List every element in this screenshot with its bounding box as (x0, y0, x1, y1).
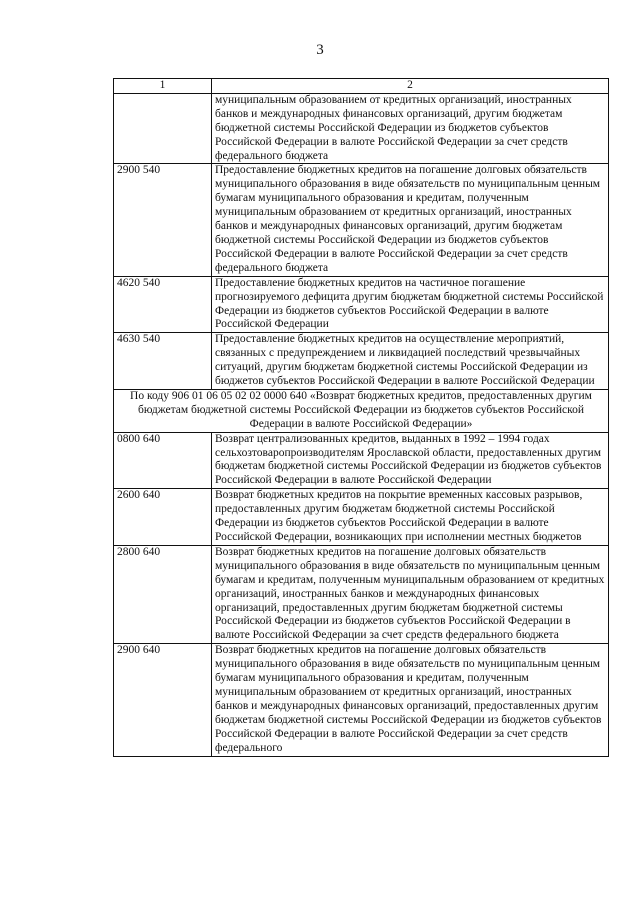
row-code: 4630 540 (114, 333, 212, 390)
table-row (114, 276, 609, 333)
section-header: По коду 906 01 06 05 02 02 0000 640 «Возврат бюджетных кредитов, предоставленных другим бюджетам бюджетной системы Российской Федерации из бюджетов субъектов Российской Федерации в валюте Российской Федерации» (114, 389, 609, 432)
row-code: 2600 640 (114, 489, 212, 546)
row-description: Возврат бюджетных кредитов на погашение долговых обязательств муниципального образования в виде обязательств по муниципальным ценным бумагам и кредитам, полученным муниципальным образованием от кредитных организаций, иностранных банков и международных финансовых организаций, предоставленных другим бюджетам бюджетной системы Российской Федерации из бюджетов субъектов Российской Федерации в валюте Российской Федерации за счет средств федерального бюджета (212, 545, 609, 643)
row-code: 2900 540 (114, 164, 212, 276)
column-header-1: 1 (114, 79, 212, 94)
column-header-2: 2 (212, 79, 609, 94)
row-code (114, 93, 212, 164)
row-code: 0800 640 (114, 432, 212, 489)
row-description: Предоставление бюджетных кредитов на частичное погашение прогнозируемого дефицита другим бюджетам бюджетной системы Российской Федерации из бюджетов субъектов Российской Федерации в валюте Российской Федерации (212, 276, 609, 333)
table-row (114, 644, 609, 756)
budget-codes-table (113, 78, 609, 757)
row-description: Предоставление бюджетных кредитов на погашение долговых обязательств муниципального образования в виде обязательств по муниципальным ценным бумагам муниципального образования и кредитам, полученным муниципальным образованием от кредитных организаций, иностранных банков и международных финансовых организаций, другим бюджетам бюджетной системы Российской Федерации из бюджетов субъектов Российской Федерации в валюте Российской Федерации за счет средств федерального бюджета (212, 164, 609, 276)
row-code: 2800 640 (114, 545, 212, 643)
row-code: 2900 640 (114, 644, 212, 756)
page-number: 3 (316, 42, 324, 58)
row-description: Возврат централизованных кредитов, выданных в 1992 – 1994 годах сельхозтоваропроизводителям Ярославской области, предоставленных другим бюджетам бюджетной системы Российской Федерации из бюджетов субъектов Российской Федерации в валюте Российской Федерации (212, 432, 609, 489)
table-row (114, 333, 609, 390)
row-description: Возврат бюджетных кредитов на покрытие временных кассовых разрывов, предоставленных другим бюджетам бюджетной системы Российской Федерации из бюджетов субъектов Российской Федерации в валюте Российской Федерации, возникающих при исполнении местных бюджетов (212, 489, 609, 546)
table-header-row (114, 79, 609, 94)
row-description: Предоставление бюджетных кредитов на осуществление мероприятий, связанных с предупреждением и ликвидацией последствий чрезвычайных ситуаций, другим бюджетам бюджетной системы Российской Федерации из бюджетов субъектов Российской Федерации в валюте Российской Федерации (212, 333, 609, 390)
row-description: муниципальным образованием от кредитных организаций, иностранных банков и международных финансовых организаций, другим бюджетам бюджетной системы Российской Федерации из бюджетов субъектов Российской Федерации в валюте Российской Федерации за счет средств федерального бюджета (212, 93, 609, 164)
table-row (114, 545, 609, 643)
table-row (114, 489, 609, 546)
table-row (114, 432, 609, 489)
table-row (114, 164, 609, 276)
row-description: Возврат бюджетных кредитов на погашение долговых обязательств муниципального образования в виде обязательств по муниципальным ценным бумагам муниципального образования и кредитам, полученным муниципальным образованием от кредитных организаций, иностранных банков и международных финансовых организаций, предоставленных другим бюджетам бюджетной системы Российской Федерации из бюджетов субъектов Российской Федерации в валюте Российской Федерации за счет средств федерального (212, 644, 609, 756)
table-row (114, 93, 609, 164)
row-code: 4620 540 (114, 276, 212, 333)
section-header-row (114, 389, 609, 432)
